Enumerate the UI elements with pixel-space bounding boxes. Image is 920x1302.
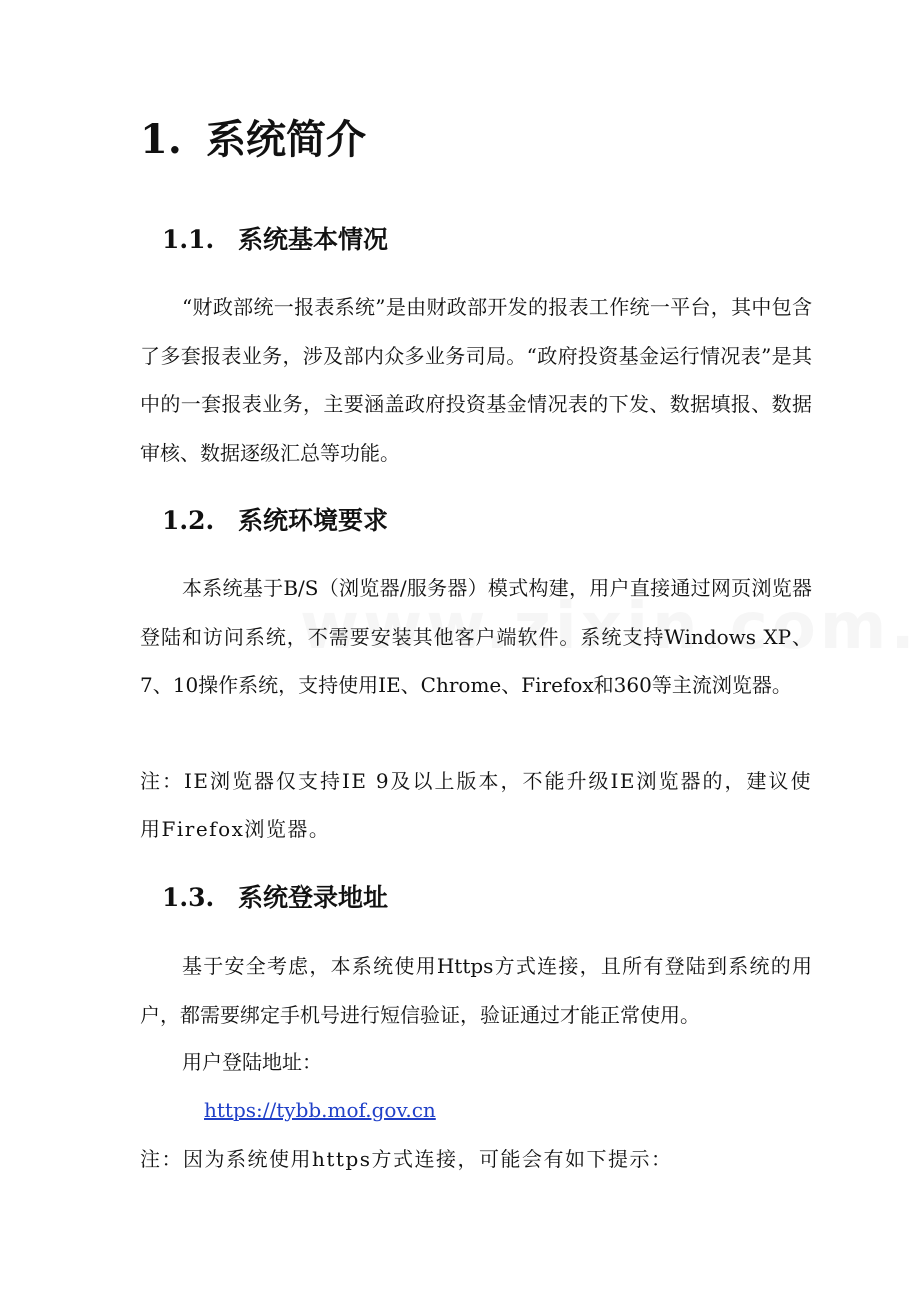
section-1-number: 1. <box>140 116 182 163</box>
section-1-3-heading <box>162 880 388 916</box>
section-1-1-title: 系统基本情况 <box>238 225 389 254</box>
section-1-1-heading <box>162 222 388 258</box>
section-1-2-heading <box>162 503 388 539</box>
section-1-2-note: 注：IE浏览器仅支持IE 9及以上版本，不能升级IE浏览器的，建议使用Firefox浏览器。 <box>140 769 812 841</box>
section-1-3-paragraph: 基于安全考虑，本系统使用Https方式连接，且所有登陆到系统的用户，都需要绑定手机号进行短信验证，验证通过才能正常使用。 <box>140 954 812 1027</box>
section-1-1-paragraph: “财政部统一报表系统”是由财政部开发的报表工作统一平台，其中包含了多套报表业务，涉及部内众多业务司局。“政府投资基金运行情况表”是其中的一套报表业务，主要涵盖政府投资基金情况表的下发、数据填报、数据审核、数据逐级汇总等功能。 <box>140 295 812 465</box>
section-1-2-title: 系统环境要求 <box>238 506 389 535</box>
section-1-2-number: 1.2. <box>162 506 215 535</box>
section-1-3-title: 系统登录地址 <box>238 883 389 912</box>
section-1-3-note: 注：因为系统使用https方式连接，可能会有如下提示： <box>140 1147 673 1171</box>
section-1-2-paragraph: 本系统基于B/S（浏览器/服务器）模式构建，用户直接通过网页浏览器登陆和访问系统，不需要安装其他客户端软件。系统支持Windows XP、7、10操作系统，支持使用IE、Chrome、Firefox和360等主流浏览器。 <box>140 576 812 697</box>
section-1-1-number: 1.1. <box>162 225 215 254</box>
login-address-label: 用户登陆地址： <box>182 1050 322 1074</box>
login-url-link[interactable]: https://tybb.mof.gov.cn <box>204 1098 436 1122</box>
section-1-3-number: 1.3. <box>162 883 215 912</box>
section-1-title: 系统简介 <box>206 116 366 163</box>
section-1-heading <box>140 112 366 168</box>
